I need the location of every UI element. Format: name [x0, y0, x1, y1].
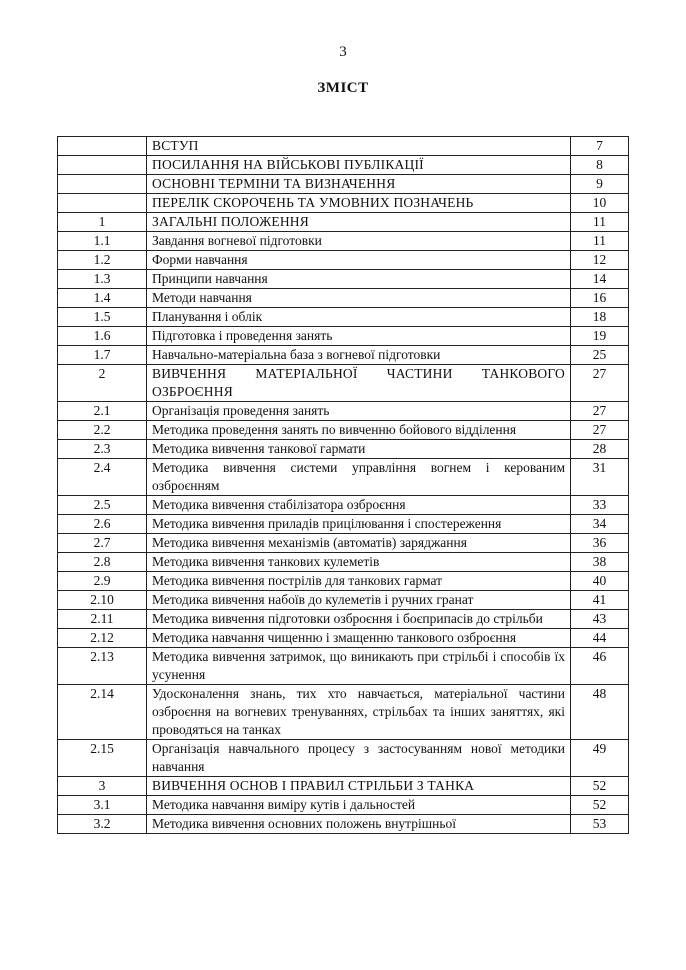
section-number: 1.1	[58, 232, 147, 251]
table-row	[58, 459, 629, 496]
section-number	[58, 137, 147, 156]
section-title: ПОСИЛАННЯ НА ВІЙСЬКОВІ ПУБЛІКАЦІЇ	[147, 156, 571, 175]
section-title: Методи навчання	[147, 289, 571, 308]
section-title: Підготовка і проведення занять	[147, 327, 571, 346]
page-reference: 49	[571, 740, 629, 777]
section-number: 1.4	[58, 289, 147, 308]
page-reference: 27	[571, 421, 629, 440]
page-reference: 44	[571, 629, 629, 648]
page-reference: 11	[571, 232, 629, 251]
page-reference: 33	[571, 496, 629, 515]
page-reference: 34	[571, 515, 629, 534]
section-title: ВИВЧЕННЯ ОСНОВ І ПРАВИЛ СТРІЛЬБИ З ТАНКА	[147, 777, 571, 796]
section-title: Форми навчання	[147, 251, 571, 270]
section-number: 1.6	[58, 327, 147, 346]
toc-body	[58, 137, 629, 834]
table-row	[58, 815, 629, 834]
page-reference: 40	[571, 572, 629, 591]
table-row	[58, 777, 629, 796]
page-reference: 38	[571, 553, 629, 572]
section-number: 3.2	[58, 815, 147, 834]
section-number: 1.2	[58, 251, 147, 270]
section-number: 2.3	[58, 440, 147, 459]
section-number: 2.13	[58, 648, 147, 685]
section-title: Методика проведення занять по вивченню бойового відділення	[147, 421, 571, 440]
table-row	[58, 534, 629, 553]
section-title: Методика вивчення затримок, що виникають при стрільбі і способів їх усунення	[147, 648, 571, 685]
section-number: 2.8	[58, 553, 147, 572]
table-row	[58, 194, 629, 213]
table-row	[58, 327, 629, 346]
table-row	[58, 685, 629, 740]
section-title: Завдання вогневої підготовки	[147, 232, 571, 251]
section-title: Удосконалення знань, тих хто навчається, матеріальної частини озброєння на вогневих тренуваннях, стрільбах та інших заняттях, які проводяться на танках	[147, 685, 571, 740]
section-title: ПЕРЕЛІК СКОРОЧЕНЬ ТА УМОВНИХ ПОЗНАЧЕНЬ	[147, 194, 571, 213]
section-number: 1.7	[58, 346, 147, 365]
page-title: ЗМІСТ	[317, 80, 369, 96]
section-number	[58, 156, 147, 175]
table-row	[58, 648, 629, 685]
table-row	[58, 440, 629, 459]
table-row	[58, 308, 629, 327]
table-row	[58, 496, 629, 515]
table-row	[58, 740, 629, 777]
page-reference: 36	[571, 534, 629, 553]
section-title: Планування і облік	[147, 308, 571, 327]
page-reference: 52	[571, 777, 629, 796]
section-title: Методика вивчення системи управління вогнем і керованим озброєнням	[147, 459, 571, 496]
table-row	[58, 515, 629, 534]
section-number: 2.5	[58, 496, 147, 515]
table-row	[58, 629, 629, 648]
section-number: 2.10	[58, 591, 147, 610]
table-row	[58, 553, 629, 572]
page-reference: 8	[571, 156, 629, 175]
table-row	[58, 251, 629, 270]
section-number: 3.1	[58, 796, 147, 815]
section-number	[58, 175, 147, 194]
table-row	[58, 610, 629, 629]
table-row	[58, 365, 629, 402]
table-row	[58, 346, 629, 365]
table-row	[58, 232, 629, 251]
section-number: 2.1	[58, 402, 147, 421]
section-number: 2.6	[58, 515, 147, 534]
page-reference: 12	[571, 251, 629, 270]
page-reference: 52	[571, 796, 629, 815]
section-number: 2.9	[58, 572, 147, 591]
page-reference: 53	[571, 815, 629, 834]
section-title: Методика навчання виміру кутів і дальностей	[147, 796, 571, 815]
table-row	[58, 796, 629, 815]
section-number: 2.11	[58, 610, 147, 629]
page-reference: 14	[571, 270, 629, 289]
page-reference: 31	[571, 459, 629, 496]
table-row	[58, 270, 629, 289]
section-title: Методика вивчення набоїв до кулеметів і ручних гранат	[147, 591, 571, 610]
table-row	[58, 175, 629, 194]
section-number: 2.4	[58, 459, 147, 496]
section-number: 2.14	[58, 685, 147, 740]
section-number: 1.5	[58, 308, 147, 327]
section-number: 3	[58, 777, 147, 796]
section-title: Організація навчального процесу з застосуванням нової методики навчання	[147, 740, 571, 777]
section-number	[58, 194, 147, 213]
section-title: Методика вивчення механізмів (автоматів) заряджання	[147, 534, 571, 553]
page-reference: 11	[571, 213, 629, 232]
section-number: 2.12	[58, 629, 147, 648]
page-reference: 16	[571, 289, 629, 308]
page-reference: 27	[571, 402, 629, 421]
section-title: ЗАГАЛЬНІ ПОЛОЖЕННЯ	[147, 213, 571, 232]
section-title: Методика вивчення стабілізатора озброєння	[147, 496, 571, 515]
page-reference: 9	[571, 175, 629, 194]
page-reference: 18	[571, 308, 629, 327]
section-title: Методика вивчення танкових кулеметів	[147, 553, 571, 572]
section-title: Методика вивчення танкової гармати	[147, 440, 571, 459]
section-title: Навчально-матеріальна база з вогневої підготовки	[147, 346, 571, 365]
table-row	[58, 289, 629, 308]
table-row	[58, 591, 629, 610]
section-title: ВИВЧЕННЯ МАТЕРІАЛЬНОЇ ЧАСТИНИ ТАНКОВОГО ОЗБРОЄННЯ	[147, 365, 571, 402]
page-reference: 48	[571, 685, 629, 740]
page-reference: 25	[571, 346, 629, 365]
page-reference: 28	[571, 440, 629, 459]
section-title: Методика навчання чищенню і змащенню танкового озброєння	[147, 629, 571, 648]
table-row	[58, 156, 629, 175]
section-title: Методика вивчення пострілів для танкових гармат	[147, 572, 571, 591]
section-number: 2	[58, 365, 147, 402]
section-title: Організація проведення занять	[147, 402, 571, 421]
page-reference: 43	[571, 610, 629, 629]
page-reference: 27	[571, 365, 629, 402]
section-title: ОСНОВНІ ТЕРМІНИ ТА ВИЗНАЧЕННЯ	[147, 175, 571, 194]
table-row	[58, 137, 629, 156]
section-number: 2.15	[58, 740, 147, 777]
section-number: 2.2	[58, 421, 147, 440]
page-reference: 46	[571, 648, 629, 685]
section-title: Методика вивчення основних положень внутрішньої	[147, 815, 571, 834]
section-title: Методика вивчення приладів прицілювання і спостереження	[147, 515, 571, 534]
section-title: ВСТУП	[147, 137, 571, 156]
page-reference: 19	[571, 327, 629, 346]
section-number: 1	[58, 213, 147, 232]
section-number: 1.3	[58, 270, 147, 289]
page-reference: 10	[571, 194, 629, 213]
page-reference: 41	[571, 591, 629, 610]
section-title: Методика вивчення підготовки озброєння і боєприпасів до стрільби	[147, 610, 571, 629]
table-row	[58, 402, 629, 421]
page-reference: 7	[571, 137, 629, 156]
table-row	[58, 421, 629, 440]
table-row	[58, 213, 629, 232]
page-number: 3	[339, 44, 347, 60]
table-row	[58, 572, 629, 591]
section-title: Принципи навчання	[147, 270, 571, 289]
section-number: 2.7	[58, 534, 147, 553]
table-of-contents	[57, 136, 629, 834]
